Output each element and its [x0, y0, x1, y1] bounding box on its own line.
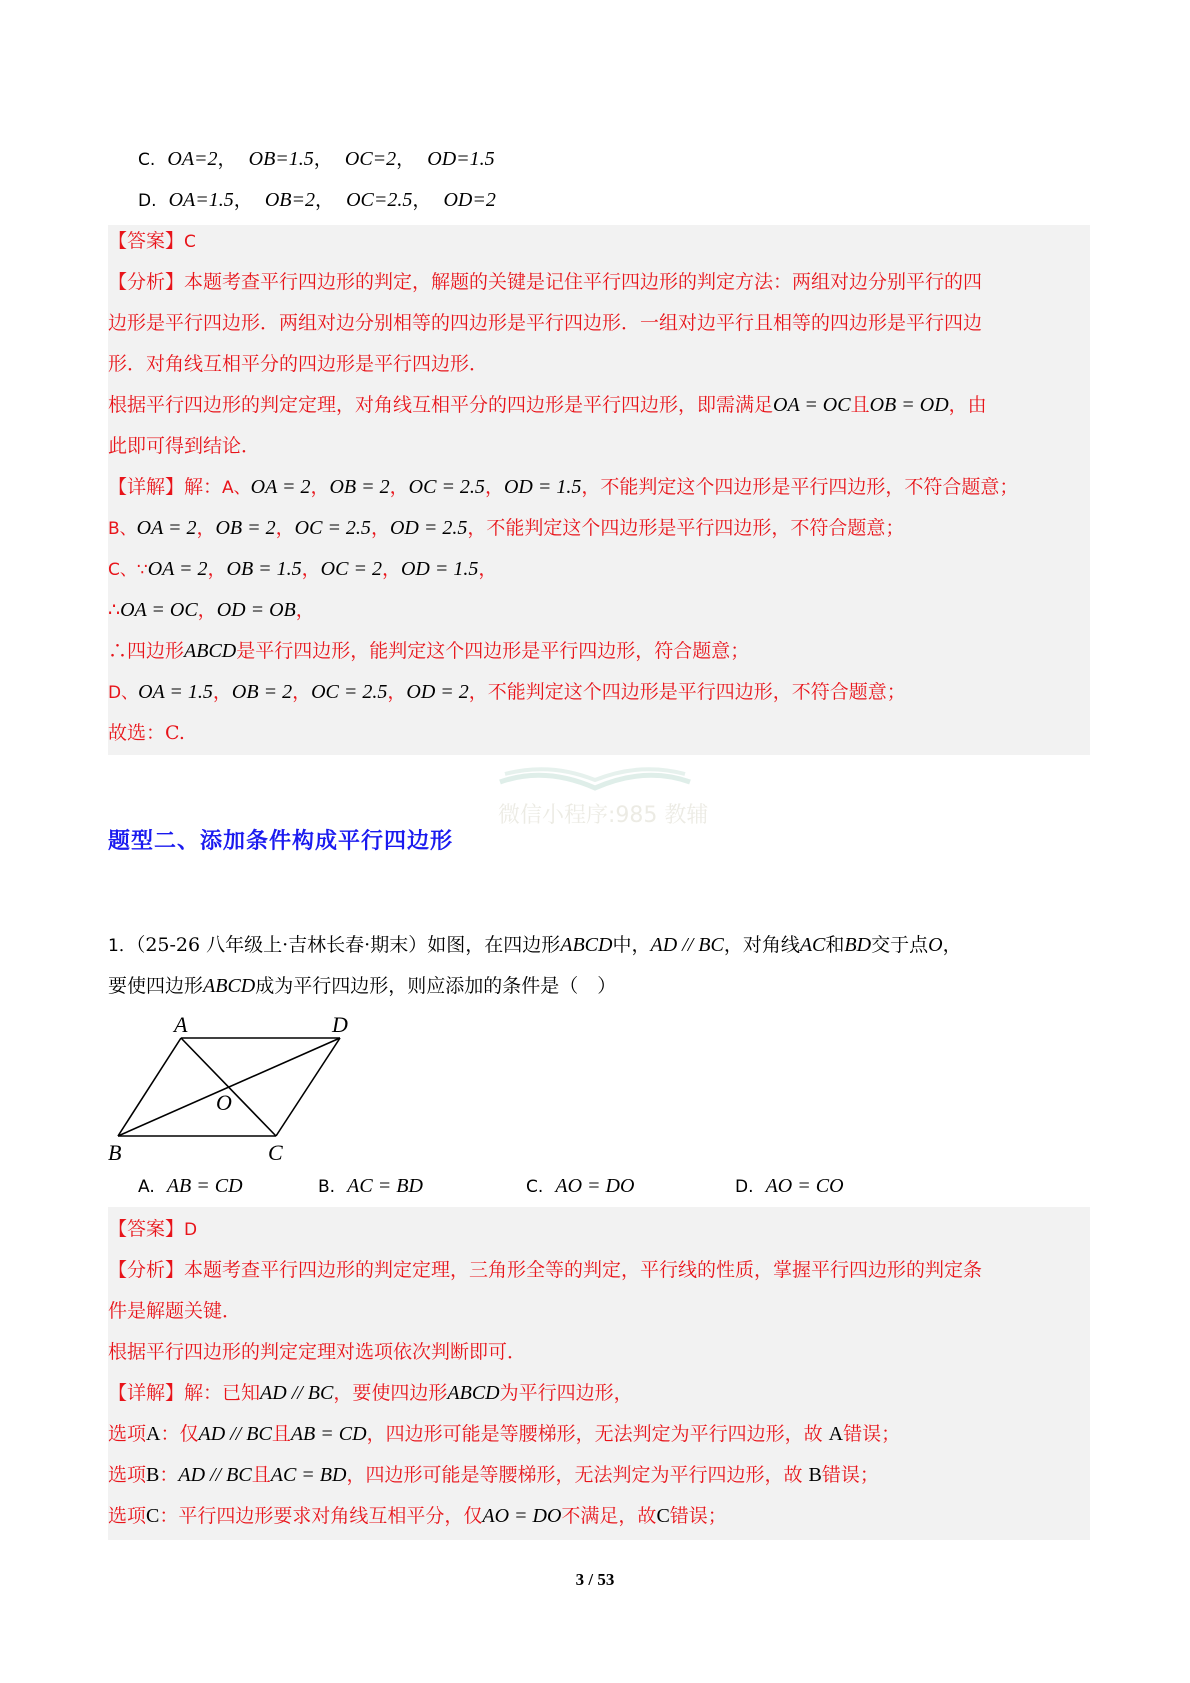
- analysis2-line-3: 根据平行四边形的判定定理对选项依次判断即可．: [108, 1341, 527, 1363]
- question-line-2: 要使四边形ABCD成为平行四边形，则应添加的条件是（ ）: [108, 975, 617, 997]
- parallelogram-diagram: [108, 1010, 388, 1170]
- detail2-option-c: 选项C：平行四边形要求对角线互相平分，仅AO = DO不满足，故C错误；: [108, 1505, 727, 1527]
- choice-c[interactable]: C. AO = DO: [526, 1175, 635, 1197]
- parallelogram-figure: [108, 1010, 388, 1170]
- option-c-prev: C. OA=2， OB=1.5， OC=2， OD=1.5: [138, 148, 495, 170]
- analysis2-line-2: 件是解题关键．: [108, 1300, 242, 1322]
- detail2-option-a: 选项A：仅AD // BC且AB = CD，四边形可能是等腰梯形，无法判定为平行四边形，故 A错误；: [108, 1423, 901, 1445]
- choice-b[interactable]: B. AC = BD: [318, 1175, 423, 1197]
- page-number: 3 / 53: [575, 1570, 615, 1589]
- analysis-line-5: 此即可得到结论．: [108, 435, 261, 457]
- choice-d[interactable]: D. AO = CO: [735, 1175, 844, 1197]
- detail-row-a: 【详解】解：A、OA = 2，OB = 2，OC = 2.5，OD = 1.5，不能判定这个四边形是平行四边形，不符合题意；: [108, 476, 1019, 498]
- answer-choices: [138, 1175, 898, 1199]
- analysis2-line-1: 【分析】本题考查平行四边形的判定定理，三角形全等的判定，平行线的性质，掌握平行四边形的判定条: [108, 1259, 983, 1281]
- answer-tag: 【答案】: [108, 230, 185, 252]
- watermark: [490, 760, 720, 830]
- section-heading: 题型二、添加条件构成平行四边形: [108, 829, 454, 854]
- detail-row-c: C、∵OA = 2，OB = 1.5，OC = 2，OD = 1.5，: [108, 558, 498, 580]
- label-c: C: [268, 1140, 283, 1165]
- answer-value: C: [184, 232, 196, 252]
- detail-row-d: D、OA = 1.5，OB = 2，OC = 2.5，OD = 2，不能判定这个四边形是平行四边形，不符合题意；: [108, 681, 906, 703]
- watermark-text: 微信小程序:985 教辅: [498, 803, 709, 828]
- detail-row-b: B、OA = 2，OB = 2，OC = 2.5，OD = 2.5，不能判定这个四边形是平行四边形，不符合题意；: [108, 517, 905, 539]
- detail-row-therefore: ∴OA = OC，OD = OB，: [108, 599, 315, 621]
- analysis-line-2: 边形是平行四边形．两组对边分别相等的四边形是平行四边形．一组对边平行且相等的四边形是平行四边: [108, 312, 983, 334]
- question-number: 1．: [108, 936, 136, 956]
- solution-box-2: [108, 1207, 1090, 1540]
- label-o: O: [216, 1090, 232, 1115]
- open-book-icon: [495, 760, 695, 800]
- answer-line-2: [108, 1217, 197, 1241]
- analysis-line-4: 根据平行四边形的判定定理，对角线互相平分的四边形是平行四边形，即需满足OA = OC且OB = OD，由: [108, 394, 987, 416]
- analysis-line-3: 形．对角线互相平分的四边形是平行四边形．: [108, 353, 489, 375]
- question-line-1: 1．（25-26 八年级上·吉林长春·期末）如图，在四边形ABCD中，AD // BC，对角线AC和BD交于点O，: [108, 934, 962, 956]
- label-a: A: [174, 1012, 188, 1037]
- option-d-prev: D. OA=1.5， OB=2， OC=2.5， OD=2: [138, 189, 496, 211]
- label-b: B: [108, 1140, 122, 1165]
- question-source: （25-26 八年级上·吉林长春·期末）: [135, 934, 428, 956]
- detail2-line-1: 【详解】解：已知AD // BC，要使四边形ABCD为平行四边形，: [108, 1382, 633, 1404]
- label-d: D: [332, 1012, 348, 1037]
- answer-value: D: [184, 1220, 198, 1240]
- option-letter: D.: [138, 191, 157, 211]
- detail2-option-b: 选项B：AD // BC且AC = BD，四边形可能是等腰梯形，无法判定为平行四边形，故 B错误；: [108, 1464, 879, 1486]
- option-letter: C.: [138, 150, 156, 170]
- answer-tag: 【答案】: [108, 1218, 185, 1240]
- detail-row-conclusion-c: ∴四边形ABCD是平行四边形，能判定这个四边形是平行四边形，符合题意；: [108, 640, 750, 662]
- choice-a[interactable]: A. AB = CD: [138, 1175, 243, 1197]
- answer-line: [108, 229, 196, 253]
- conclusion-line: 故选：C.: [108, 722, 185, 744]
- analysis-line-1: 【分析】本题考查平行四边形的判定，解题的关键是记住平行四边形的判定方法：两组对边分别平行的四: [108, 271, 983, 293]
